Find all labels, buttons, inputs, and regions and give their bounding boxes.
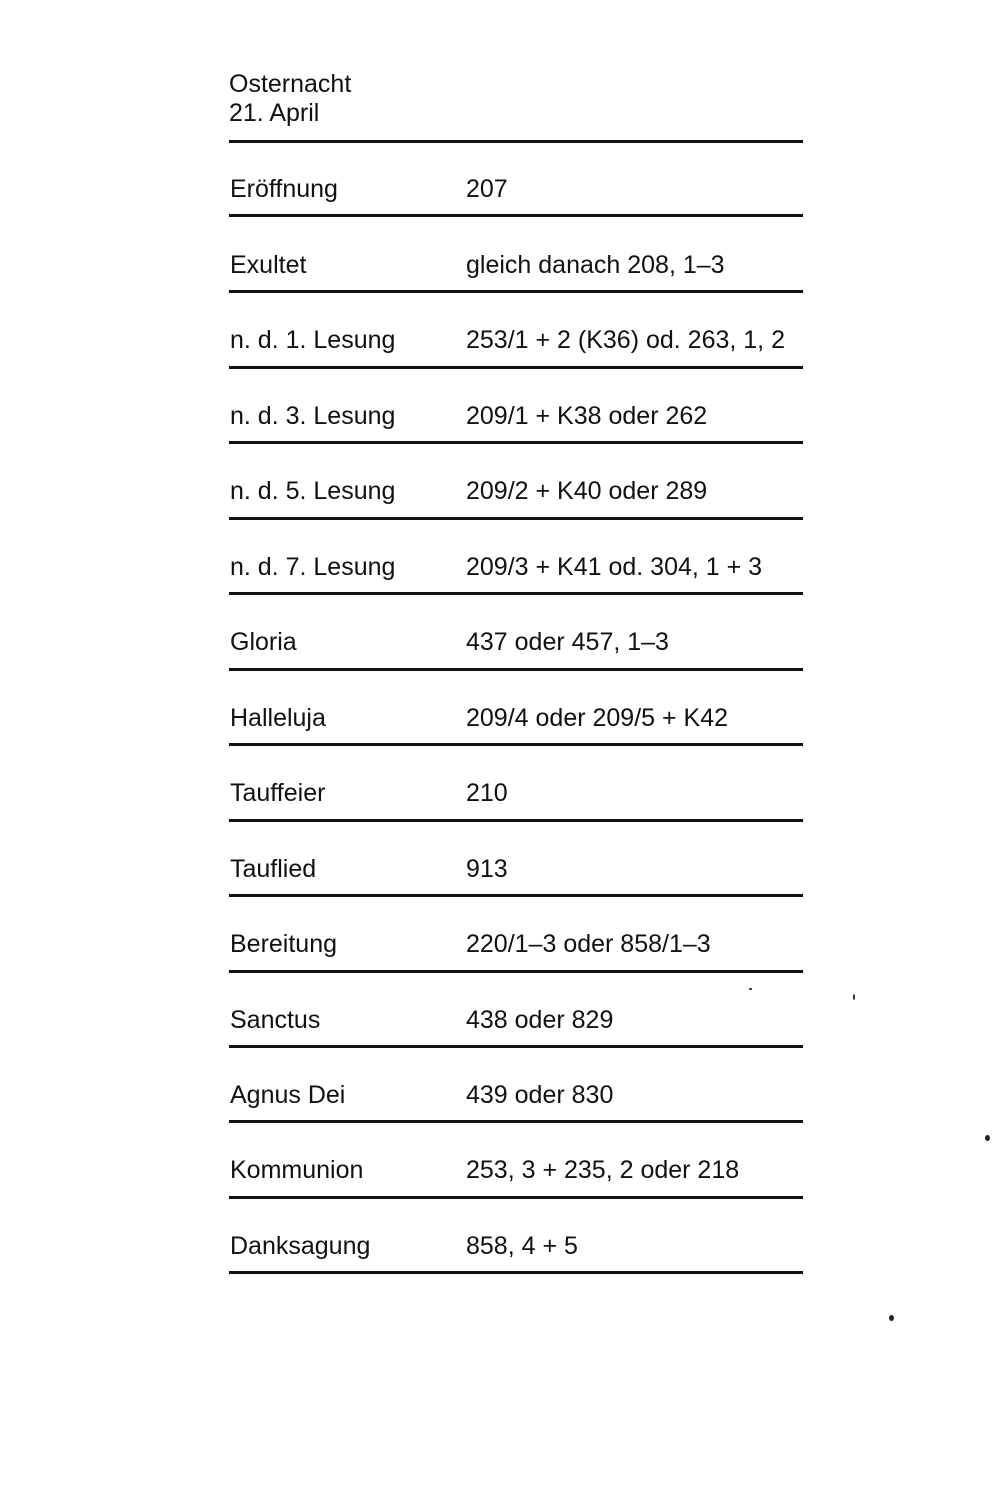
row-value-lesung-3: 209/1 + K38 oder 262 <box>466 402 708 430</box>
row-divider <box>229 366 803 369</box>
header-divider <box>229 140 803 143</box>
row-label-lesung-3: n. d. 3. Lesung <box>230 402 396 430</box>
row-value-agnus-dei: 439 oder 830 <box>466 1081 614 1109</box>
row-label-halleluja: Halleluja <box>230 704 326 732</box>
row-label-tauflied: Tauflied <box>230 855 317 883</box>
row-divider <box>229 290 803 293</box>
row-divider <box>229 1196 803 1199</box>
row-value-bereitung: 220/1–3 oder 858/1–3 <box>466 930 711 958</box>
row-value-tauflied: 913 <box>466 855 508 883</box>
row-label-kommunion: Kommunion <box>230 1156 364 1184</box>
row-value-gloria: 437 oder 457, 1–3 <box>466 628 669 656</box>
row-divider <box>229 668 803 671</box>
scan-speck <box>853 994 855 1000</box>
row-divider <box>229 1120 803 1123</box>
row-label-exultet: Exultet <box>230 251 307 279</box>
row-divider <box>229 894 803 897</box>
row-label-eroeffnung: Eröffnung <box>230 175 338 203</box>
row-divider <box>229 819 803 822</box>
row-value-halleluja: 209/4 oder 209/5 + K42 <box>466 704 729 732</box>
row-value-sanctus: 438 oder 829 <box>466 1006 614 1034</box>
row-label-lesung-5: n. d. 5. Lesung <box>230 477 396 505</box>
row-divider <box>229 592 803 595</box>
row-label-tauffeier: Tauffeier <box>230 779 326 807</box>
scan-speck <box>889 1315 894 1321</box>
row-value-lesung-7: 209/3 + K41 od. 304, 1 + 3 <box>466 553 763 581</box>
row-value-danksagung: 858, 4 + 5 <box>466 1232 578 1260</box>
row-label-danksagung: Danksagung <box>230 1232 371 1260</box>
row-label-lesung-7: n. d. 7. Lesung <box>230 553 396 581</box>
row-value-lesung-1: 253/1 + 2 (K36) od. 263, 1, 2 <box>466 326 785 354</box>
row-label-sanctus: Sanctus <box>230 1006 321 1034</box>
row-value-lesung-5: 209/2 + K40 oder 289 <box>466 477 708 505</box>
row-value-tauffeier: 210 <box>466 779 508 807</box>
row-divider <box>229 1271 803 1274</box>
row-value-exultet: gleich danach 208, 1–3 <box>466 251 725 279</box>
row-divider <box>229 214 803 217</box>
row-label-bereitung: Bereitung <box>230 930 338 958</box>
row-divider <box>229 1045 803 1048</box>
page-date: 21. April <box>229 99 320 127</box>
scan-speck <box>985 1135 990 1141</box>
row-label-lesung-1: n. d. 1. Lesung <box>230 326 396 354</box>
scan-speck <box>749 988 752 990</box>
header <box>229 70 351 128</box>
row-value-eroeffnung: 207 <box>466 175 508 203</box>
row-label-gloria: Gloria <box>230 628 297 656</box>
row-label-agnus-dei: Agnus Dei <box>230 1081 346 1109</box>
row-divider <box>229 743 803 746</box>
row-divider <box>229 970 803 973</box>
row-divider <box>229 517 803 520</box>
row-divider <box>229 441 803 444</box>
row-value-kommunion: 253, 3 + 235, 2 oder 218 <box>466 1156 740 1184</box>
page-title: Osternacht <box>229 70 352 98</box>
